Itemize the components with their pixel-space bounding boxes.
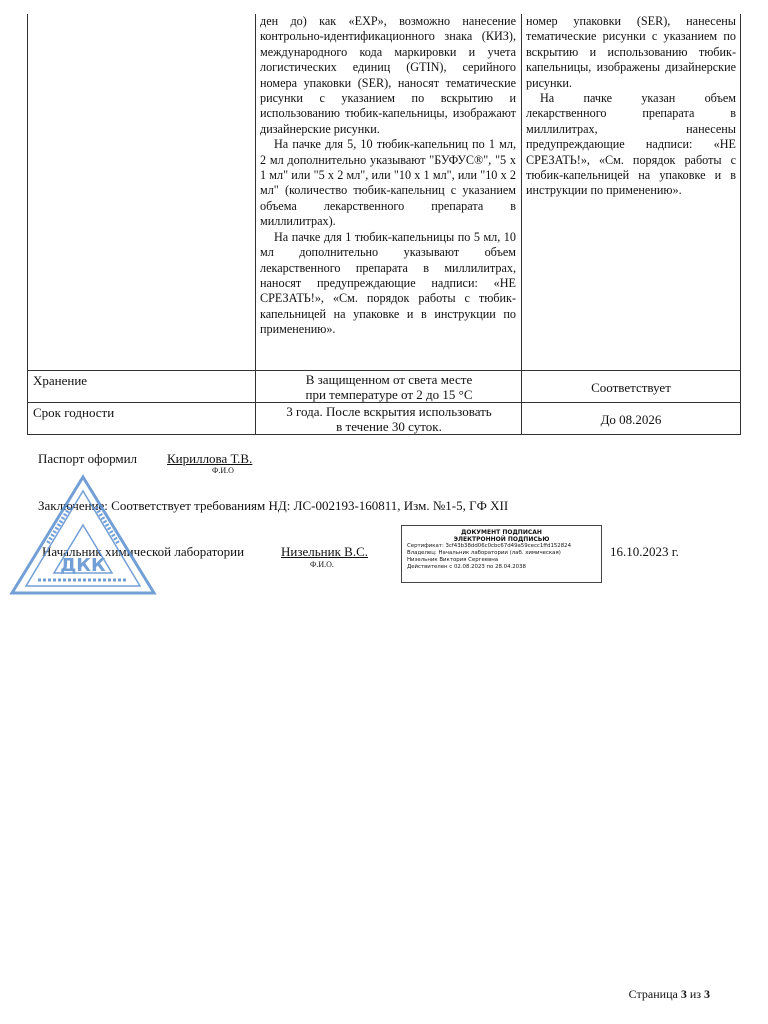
page-number — [629, 987, 710, 1002]
row-storage-requirement — [257, 372, 521, 402]
table-row-divider-1 — [27, 370, 741, 371]
esign-title-line2: ЭЛЕКТРОННОЙ ПОДПИСЬЮ — [453, 536, 550, 543]
table-col-divider-2 — [521, 14, 522, 435]
passport-signer-name: Кириллова Т.В. — [167, 451, 253, 466]
esign-valid: Действителен с 02.08.2023 по 28.04.2038 — [407, 564, 526, 570]
row-shelf-life-parameter: Срок годности — [33, 405, 115, 420]
conclusion: Заключение: Соответствует требованиям НД: ЛС-002193-160811, Изм. №1-5, ГФ XII — [38, 498, 509, 513]
table-col-divider-1 — [255, 14, 256, 435]
signature-date: 16.10.2023 г. — [610, 544, 679, 559]
spec-table — [27, 14, 741, 435]
head-label: Начальник химической лаборатории — [42, 544, 245, 559]
page-current: 3 — [680, 987, 687, 1001]
esign-person: Низельник Виктория Сергеевна — [407, 557, 499, 563]
esign-title-line1: ДОКУМЕНТ ПОДПИСАН — [461, 529, 542, 536]
table-row-divider-2 — [27, 402, 741, 403]
table-border-left — [27, 14, 28, 435]
page-total: 3 — [704, 987, 710, 1001]
passport-label: Паспорт оформил — [38, 451, 138, 466]
head-signer-name: Низельник В.С. — [281, 544, 368, 559]
esign-owner: Владелец: Начальник лаборатории (лаб. химическая) — [407, 550, 561, 556]
row-storage-requirement-line1: В защищенном от света месте — [305, 372, 473, 387]
row-storage-result: Соответствует — [591, 380, 671, 395]
table-border-bottom — [27, 434, 741, 435]
head-fio-caption: Ф.И.О. — [310, 560, 334, 569]
result-paragraph: номер упаковки (SER), нанесены тематические рисунки с указанием по вскрытию и использованию тюбик-капельницы, изображены дизайнерские рисунки. — [526, 14, 736, 90]
result-cell-continued — [526, 14, 736, 199]
quality-control-stamp — [8, 473, 158, 597]
row-shelf-life-requirement-line2: в течение 30 суток. — [336, 419, 442, 434]
requirement-paragraph: На пачке для 5, 10 тюбик-капельниц по 1 мл, 2 мл дополнительно указывают "БУФУС®", "5 х 1 мл" или "5 х 2 мл", или "10 х 1 мл", или "10 х 2 мл" (количество тюбик-капельниц с указанием объема лекарственного препарата в миллилитрах). — [260, 137, 516, 229]
electronic-signature-box — [401, 525, 602, 583]
stamp-text: ДКК — [60, 555, 106, 576]
row-shelf-life-requirement-line1: 3 года. После вскрытия использовать — [286, 404, 492, 419]
row-shelf-life-result: До 08.2026 — [600, 412, 662, 427]
passport-fio-caption: Ф.И.О — [212, 466, 234, 475]
row-shelf-life-requirement — [257, 404, 521, 434]
requirement-cell-continued — [260, 14, 516, 338]
result-paragraph: На пачке указан объем лекарственного препарата в миллилитрах, нанесены предупреждающие надписи: «НЕ СРЕЗАТЬ!», «См. порядок работы с тюбик-капельницей на упаковке и в инструкции по применению». — [526, 91, 736, 198]
row-storage-parameter: Хранение — [33, 373, 88, 388]
page-of: из — [689, 987, 701, 1001]
esign-certificate: Сертификат: 3cf43b38dd06c0cbc67d49a59cecc1ffd152824 — [407, 543, 572, 549]
row-storage-requirement-line2: при температуре от 2 до 15 °С — [305, 387, 473, 402]
page-label: Страница — [628, 987, 678, 1001]
table-border-right — [740, 14, 741, 435]
requirement-paragraph: ден до) как «EXP», возможно нанесение контрольно-идентификационного знака (КИЗ), международного кода маркировки и учета логистических единиц (GTIN), серийного номера упаковки (SER), наносят тематические рисунки с указанием по вскрытию и использованию тюбик-капельницы, изображают дизайнерские рисунки. — [260, 14, 516, 136]
requirement-paragraph: На пачке для 1 тюбик-капельницы по 5 мл, 10 мл дополнительно указывают объем лекарственного препарата в миллилитрах, наносят предупреждающие надписи: «НЕ СРЕЗАТЬ!», «См. порядок работы с тюбик-капельницей на упаковке и в инструкции по применению». — [260, 229, 516, 337]
